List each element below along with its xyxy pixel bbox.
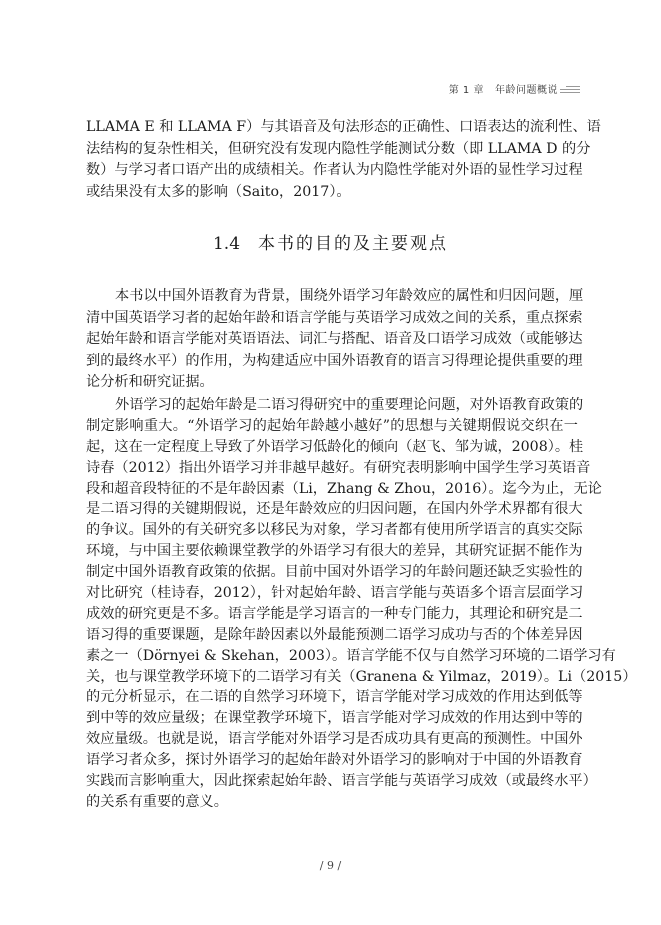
text-line: 环境，与中国主要依赖课堂教学的外语学习有很大的差异，其研究证据不能作为	[86, 543, 583, 560]
chapter-number: 第 1 章	[448, 85, 484, 96]
text-line: 或结果没有太多的影响（Saito，2017）。	[86, 183, 351, 200]
text-line: LLAMA E 和 LLAMA F）与其语音及句法形态的正确性、口语表达的流利性、语	[86, 119, 601, 135]
text-line: 到的最终水平）的作用，为构建适应中国外语教育的语言习得理论提供重要的理	[86, 352, 583, 369]
text-line: 外语学习的起始年龄是二语习得研究中的重要理论问题，对外语教育政策的	[115, 397, 584, 413]
header-decoration	[560, 86, 580, 95]
text-line: 本书以中国外语教育为背景，围绕外语学习年龄效应的属性和归因问题，厘	[115, 288, 584, 304]
text-line: 论分析和研究证据。	[86, 374, 214, 390]
text-line: 段和超音段特征的不是年龄因素（Li，Zhang & Zhou，2016）。迄今为止，无论	[86, 480, 602, 497]
text-line: 语学习者众多，探讨外语学习的起始年龄对外语学习的影响对于中国的外语教育	[86, 752, 583, 769]
text-line: 到中等的效应量级；在课堂教学环境下，语言学能对学习成效的作用达到中等的	[86, 710, 583, 727]
paragraph-continued	[86, 117, 601, 203]
text-line: 语习得的重要课题，是除年龄因素以外最能预测二语学习成功与否的个体差异因	[86, 626, 583, 643]
section-number: 1.4	[212, 234, 241, 254]
text-line: 对比研究（桂诗春，2012），针对起始年龄、语言学能与英语多个语言层面学习	[86, 585, 584, 602]
text-line: 清中国英语学习者的起始年龄和语言学能与英语学习成效之间的关系，重点探索	[86, 309, 583, 326]
text-line: 法结构的复杂性相关，但研究没有发现内隐性学能测试分数（即 LLAMA D 的分	[86, 140, 591, 157]
text-line: 起始年龄和语言学能对英语语法、词汇与搭配、语音及口语学习成效（或能够达	[86, 331, 583, 347]
text-line: 实践而言影响重大，因此探索起始年龄、语言学能与英语学习成效（或最终水平）	[86, 773, 597, 790]
text-line: 成效的研究更是不多。语言学能是学习语言的一种专门能力，其理论和研究是二	[86, 605, 583, 622]
paragraph-purpose	[86, 286, 584, 394]
text-line: 制定影响重大。“外语学习的起始年龄越小越好”的思想与关键期假说交织在一	[86, 417, 578, 434]
text-line: 素之一（Dörnyei & Skehan，2003）。语言学能不仅与自然学习环境的二语学习有	[86, 647, 616, 664]
text-line: 制定中国外语教育政策的依据。目前中国对外语学习的年龄问题还缺乏实验性的	[86, 564, 583, 581]
text-line: 的元分析显示，在二语的自然学习环境下，语言学能对学习成效的作用达到低等	[86, 689, 583, 706]
text-line: 数）与学习者口语产出的成绩相关。作者认为内隐性学能对外语的显性学习过程	[86, 162, 583, 178]
text-line: 关，也与课堂教学环境下的二语学习有关（Granena & Yilmaz，2019）。Li（2015）	[86, 668, 637, 685]
page-number: / 9 /	[319, 859, 342, 872]
chapter-title: 年龄问题概说	[495, 85, 558, 96]
running-header	[430, 81, 558, 96]
text-line: 是二语习得的关键期假说，还是年龄效应的归因问题，在国内外学术界都有很大	[86, 501, 583, 518]
section-title: 本书的目的及主要观点	[258, 234, 449, 254]
text-line: 诗春（2012）指出外语学习并非越早越好。有研究表明影响中国学生学习英语音	[86, 459, 591, 476]
paragraph-age-aptitude	[86, 395, 637, 813]
text-line: 效应量级。也就是说，语言学能对外语学习是否成功具有更高的预测性。中国外	[86, 731, 583, 748]
text-line: 的争议。国外的有关研究多以移民为对象，学习者都有使用所学语言的真实交际	[86, 522, 583, 539]
text-line: 的关系有重要的意义。	[86, 793, 228, 810]
section-heading	[0, 229, 661, 254]
text-line: 起，这在一定程度上导致了外语学习低龄化的倾向（赵飞、邹为诚，2008）。桂	[86, 438, 584, 455]
